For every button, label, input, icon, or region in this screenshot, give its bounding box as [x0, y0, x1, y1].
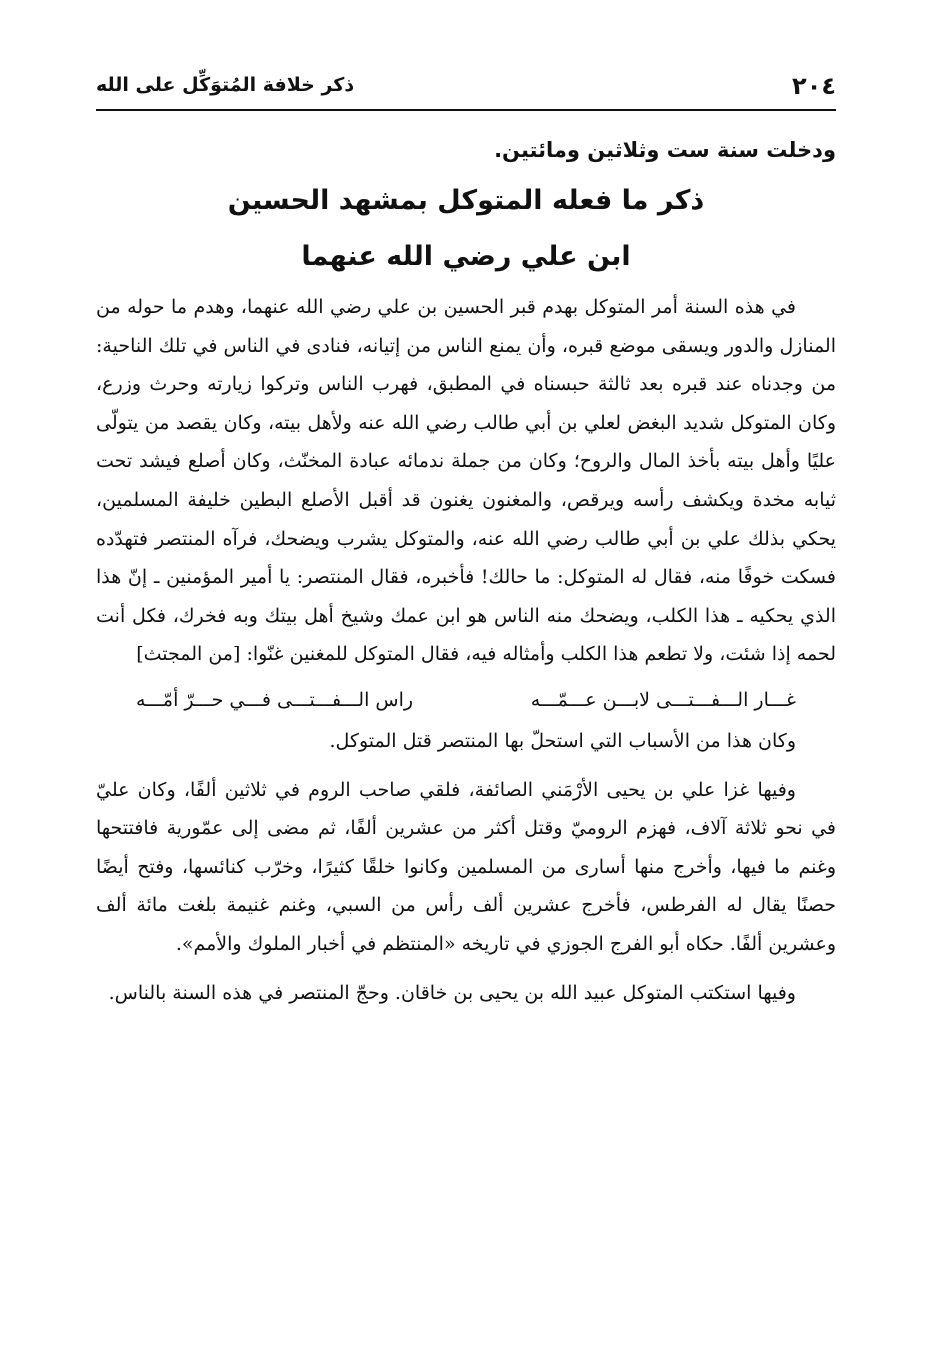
intro-line: ودخلت سنة ست وثلاثين ومائتين.: [494, 138, 836, 162]
paragraph-amorium-raid: وفيها غزا علي بن يحيى الأرْمَني الصائفة، فلقي صاحب الروم في ثلاثين ألفًا، وكان عليّ في نحو ثلاثة آلاف، فهزم الروميّ وقتل أكثر من عشرين ألفًا، ثم مضى إلى عمّورية فافتتحها وغنم ما فيها، وأخرج منها أسارى من المسلمين وكانوا خلقًا كثيرًا، وخرّب كنائسها، وفتح أيضًا حصنًا يقال له الفرطس، فأخرج عشرين ألف رأس من السبي، وغنم غنيمة بلغت مائة ألف وعشرين ألفًا. حكاه أبو الفرج الجوزي في تاريخه «المنتظم في أخبار الملوك والأمم».: [96, 778, 836, 955]
header-divider: [96, 109, 836, 111]
page-body: [96, 128, 836, 1012]
paragraph-muntasir-cause: وكان هذا من الأسباب التي استحلّ بها المنتصر قتل المتوكل.: [329, 729, 796, 752]
page-header: [96, 68, 836, 104]
running-title: ذكر خلافة المُتوَكِّل على الله: [96, 74, 355, 96]
section-title-line1: ذكر ما فعله المتوكل بمشهد الحسين: [227, 185, 705, 216]
paragraph-secretary-hajj: وفيها استكتب المتوكل عبيد الله بن يحيى بن خاقان. وحجّ المنتصر في هذه السنة بالناس.: [108, 981, 796, 1004]
section-heading: [96, 176, 836, 282]
page-number: ٢٠٤: [792, 72, 836, 100]
paragraph-hussein-shrine: في هذه السنة أمر المتوكل بهدم قبر الحسين بن علي رضي الله عنهما، وهدم ما حوله من المنازل والدور ويسقى موضع قبره، وأن يمنع الناس من إتيانه، فنادى في الناس في تلك الناحية: من وجدناه عند قبره بعد ثالثة حبسناه في المطبق، فهرب الناس وتركوا زيارته وحرث وزرع، وكان المتوكل شديد البغض لعلي بن أبي طالب رضي الله عنه ولأهل بيته، وكان يقصد من يتولّى عليًا وأهل بيته بأخذ المال والروح؛ وكان من جملة ندمائه عبادة المخنّث، وكان أصلع فيشد تحت ثيابه مخدة ويكشف رأسه ويرقص، والمغنون يغنون قد أقبل الأصلع البطين خليفة المسلمين، يحكي بذلك علي بن أبي طالب رضي الله عنه، والمتوكل يشرب ويضحك، فرآه المنتصر فتهدّده فسكت خوفًا منه، فقال له المتوكل: ما حالك! فأخبره، فقال المنتصر: يا أمير المؤمنين ـ إنّ هذا الذي يحكيه ـ هذا الكلب، ويضحك منه الناس هو ابن عمك وشيخ أهل بيتك وبه فخرك، فكل أنت لحمه إذا شئت، ولا تطعم هذا الكلب وأمثاله فيه، فقال المتوكل للمغنين غنّوا: [من المجتث]: [96, 296, 836, 666]
verse-first-hemistich: غـــار الـــفـــتـــى لابـــن عـــمّـــه: [530, 688, 796, 711]
verse-second-hemistich: راس الـــفـــتـــى فـــي حـــرّ أمّـــه: [136, 688, 414, 711]
verse-line: [96, 678, 836, 722]
section-title-line2: ابن علي رضي الله عنهما: [301, 241, 631, 272]
